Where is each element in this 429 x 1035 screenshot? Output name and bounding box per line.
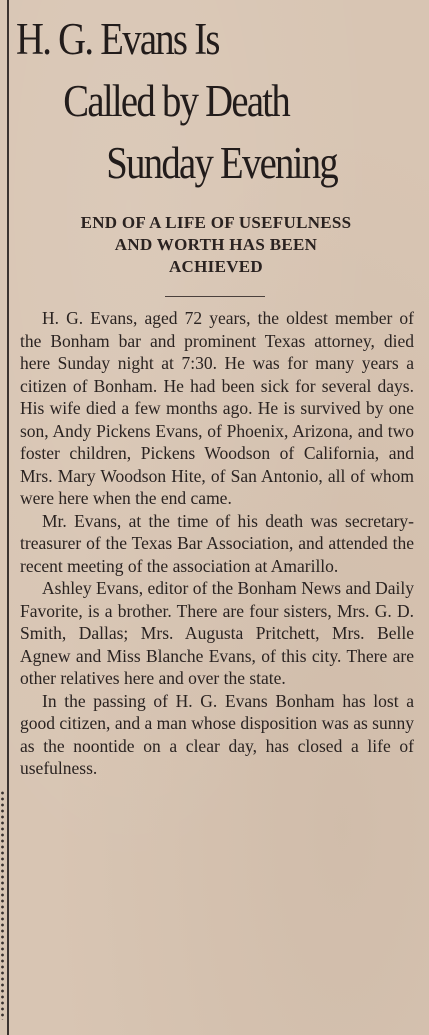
article-body	[20, 307, 414, 780]
divider	[165, 296, 265, 297]
paragraph: H. G. Evans, aged 72 years, the oldest member of the Bonham bar and prominent Texas attorney, died here Sunday night at 7:30. He was for many years a citizen of Bonham. He had been sick for several days. His wife died a few months ago. He is survived by one son, Andy Pickens Evans, of Phoenix, Arizona, and two foster children, Pickens Woodson of California, and Mrs. Mary Woodson Hite, of San Antonio, all of whom were here when the end came.	[20, 308, 414, 508]
perforated-edge	[0, 790, 5, 1020]
headline-line-1: H. G. Evans Is	[16, 14, 219, 64]
paragraph: In the passing of H. G. Evans Bonham has lost a good citizen, and a man whose disposition was as sunny as the noontide on a clear day, has closed a life of usefulness.	[20, 690, 414, 778]
headline-line-2: Called by Death	[63, 76, 289, 126]
paragraph: Mr. Evans, at the time of his death was secretary-treasurer of the Texas Bar Association, and attended the recent meeting of the association at Amarillo.	[20, 510, 414, 576]
subheadline-line-3: ACHIEVED	[168, 257, 264, 276]
subheadline-line-2: AND WORTH HAS BEEN	[114, 235, 318, 254]
headline	[16, 8, 363, 194]
column-rule	[7, 0, 9, 1035]
subheadline-line-1: END OF A LIFE OF USEFULNESS	[80, 213, 352, 232]
subheadline	[14, 212, 418, 278]
paragraph: Ashley Evans, editor of the Bonham News and Daily Favorite, is a brother. There are four sisters, Mrs. G. D. Smith, Dallas; Mrs. Augusta Pritchett, Mrs. Belle Agnew and Miss Blanche Evans, of this city. There are other relatives here and over the state.	[20, 578, 414, 688]
headline-line-3: Sunday Evening	[106, 138, 337, 188]
